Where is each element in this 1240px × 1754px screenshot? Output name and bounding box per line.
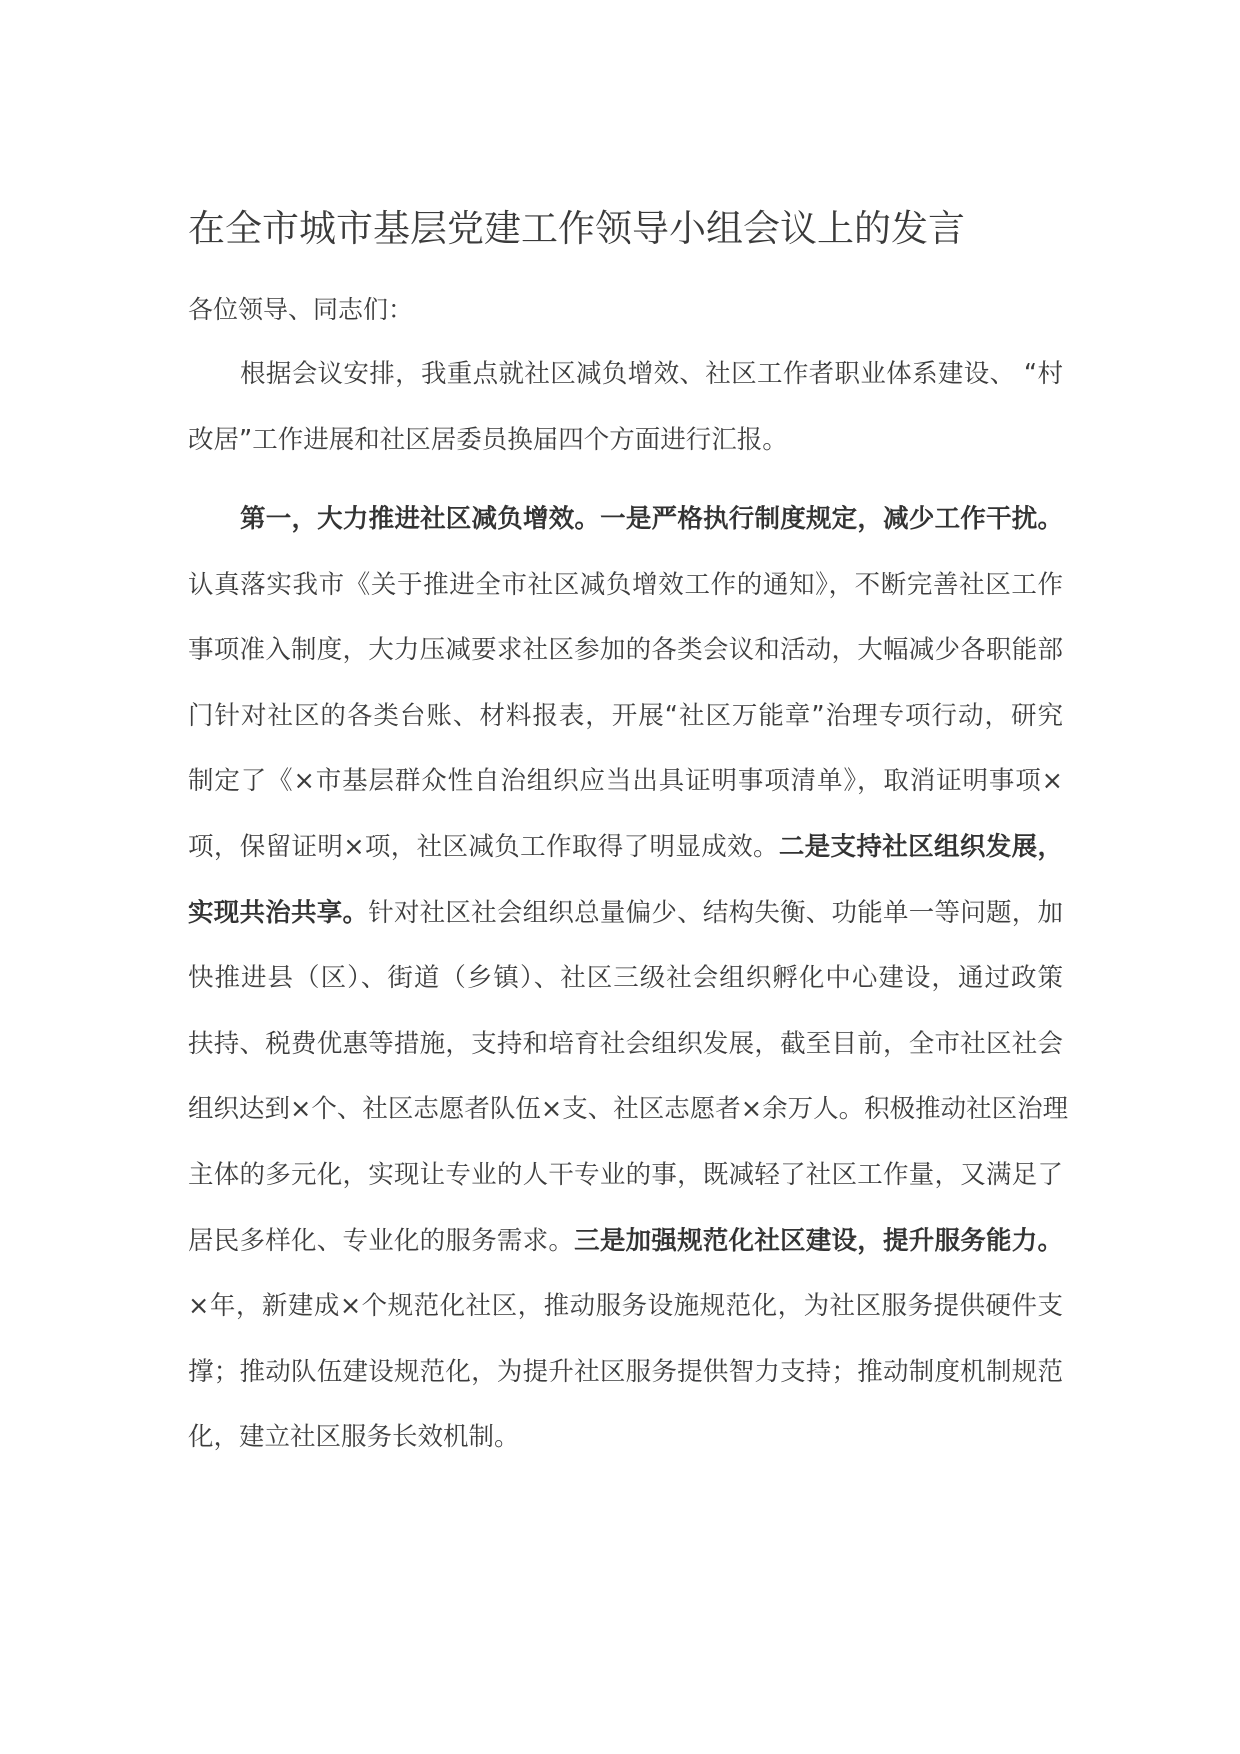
text-line [188,487,1063,553]
body-text: 化，建立社区服务长效机制。 [188,1422,520,1453]
paragraph-intro [188,342,1063,473]
body-text: 组织达到×个、社区志愿者队伍×支、社区志愿者×余万人。积极推动社区治理 [188,1094,1069,1125]
bold-text: 第一，大力推进社区减负增效。一是严格执行制度规定，减少工作干扰。 [240,504,1063,534]
body-text: ×年，新建成×个规范化社区，推动服务设施规范化，为社区服务提供硬件支 [188,1291,1063,1322]
body-text: 扶持、税费优惠等措施，支持和培育社会组织发展，截至目前，全市社区社会 [188,1028,1063,1059]
body-text: 居民多样化、专业化的服务需求。 [188,1225,575,1256]
bold-text: 三是加强规范化社区建设，提升服务能力。 [574,1225,1063,1256]
text-line [188,342,1063,408]
bold-text: 二是支持社区组织发展， [778,831,1063,862]
body-text: 快推进县（区）、街道（乡镇）、社区三级社会组织孵化中心建设，通过政策 [188,963,1063,994]
text-line [188,1405,1063,1471]
text-line [188,408,1063,474]
body-text: 事项准入制度，大力压减要求社区参加的各类会议和活动，大幅减少各职能部 [188,635,1063,666]
text-line [188,1209,1063,1275]
bold-text: 实现共治共享。 [188,897,369,928]
text-line [188,1340,1063,1406]
text-line [188,815,1063,881]
text-line [188,946,1063,1012]
body-text: 根据会议安排，我重点就社区减负增效、社区工作者职业体系建设、 “村 [240,359,1063,389]
document-title: 在全市城市基层党建工作领导小组会议上的发言 [188,207,965,250]
body-text: 门针对社区的各类台账、材料报表，开展“社区万能章”治理专项行动，研究 [188,700,1063,731]
body-text: 主体的多元化，实现让专业的人干专业的事，既减轻了社区工作量，又满足了 [188,1159,1063,1190]
text-line [188,1274,1063,1340]
paragraph-section-one [188,487,1069,1471]
body-text: 改居”工作进展和社区居委员换届四个方面进行汇报。 [188,424,788,455]
text-line [188,1012,1063,1078]
body-text: 制定了《×市基层群众性自治组织应当出具证明事项清单》，取消证明事项× [188,766,1063,797]
text-line [188,618,1063,684]
text-line [188,1077,1069,1143]
text-line [188,553,1063,619]
body-text: 撑；推动队伍建设规范化，为提升社区服务提供智力支持；推动制度机制规范 [188,1356,1063,1387]
text-line [188,749,1063,815]
body-text: 针对社区社会组织总量偏少、结构失衡、功能单一等问题，加 [368,897,1063,928]
text-line [188,881,1063,947]
text-line [188,684,1063,750]
salutation: 各位领导、同志们： [188,295,414,324]
body-text: 认真落实我市《关于推进全市社区减负增效工作的通知》，不断完善社区工作 [188,569,1063,600]
text-line [188,1143,1063,1209]
body-text: 项，保留证明×项，社区减负工作取得了明显成效。 [188,831,779,862]
